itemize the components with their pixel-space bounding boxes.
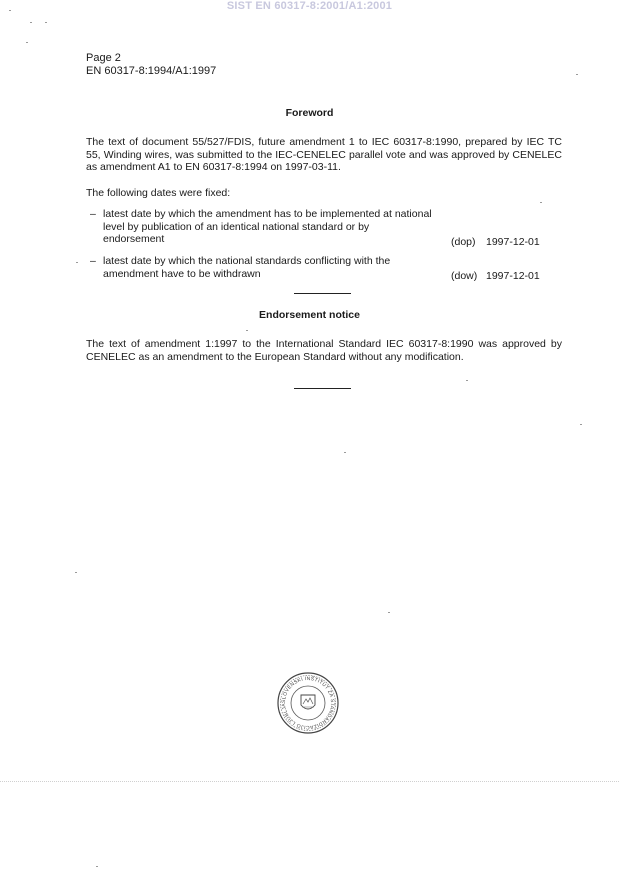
scan-speck [540,202,542,203]
date-item-text: latest date by which the amendment has to be implemented at national level by publication of an identical national standard or by endorsement [103,208,432,245]
page-number: Page 2 [86,52,121,64]
scan-speck [76,262,78,263]
scan-speck [45,22,47,23]
foreword-heading: Foreword [285,107,334,119]
endorsement-paragraph: The text of amendment 1:1997 to the International Standard IEC 60317-8:1990 was approved by CENELEC as an amendment to the European Standard without any modification. [86,338,562,363]
scan-speck [580,424,582,425]
foreword-paragraph: The text of document 55/527/FDIS, future amendment 1 to IEC 60317-8:1990, prepared by IEC TC 55, Winding wires, was submitted to the IEC-CENELEC parallel vote and was approved by CENELEC as amendment A1 to EN 60317-8:1994 on 1997-03-11. [86,136,562,173]
scan-speck [9,10,11,11]
endorsement-heading: Endorsement notice [259,309,360,321]
scan-speck [576,74,578,75]
date-item-date: 1997-12-01 [486,270,540,282]
scan-artifact-line [0,781,619,782]
scan-speck [30,22,32,23]
date-item-text: latest date by which the national standards conflicting with the amendment have to be withdrawn [103,255,391,280]
scan-speck [388,612,390,613]
list-dash: – [90,208,96,220]
scan-speck [466,380,468,381]
section-divider [294,293,351,294]
scan-speck [26,42,28,43]
scan-speck [246,330,248,331]
dates-intro: The following dates were fixed: [86,187,231,199]
list-dash: – [90,255,96,267]
institute-seal-stamp [276,671,340,735]
date-item-dow [90,255,564,283]
section-divider [294,388,351,389]
scan-speck [75,572,77,573]
watermark: SIST EN 60317-8:2001/A1:2001 [226,0,393,12]
scan-speck [344,452,346,453]
date-item-dop [90,208,564,248]
document-reference: EN 60317-8:1994/A1:1997 [86,65,217,77]
date-item-date: 1997-12-01 [486,236,540,248]
stamp-ring-text: SLOVENSKI INŠTITUT ZA STANDARDIZACIJO LJUBLJA [280,675,336,731]
date-item-code: (dop) [451,236,476,248]
date-item-code: (dow) [451,270,478,282]
scan-speck [96,866,98,867]
